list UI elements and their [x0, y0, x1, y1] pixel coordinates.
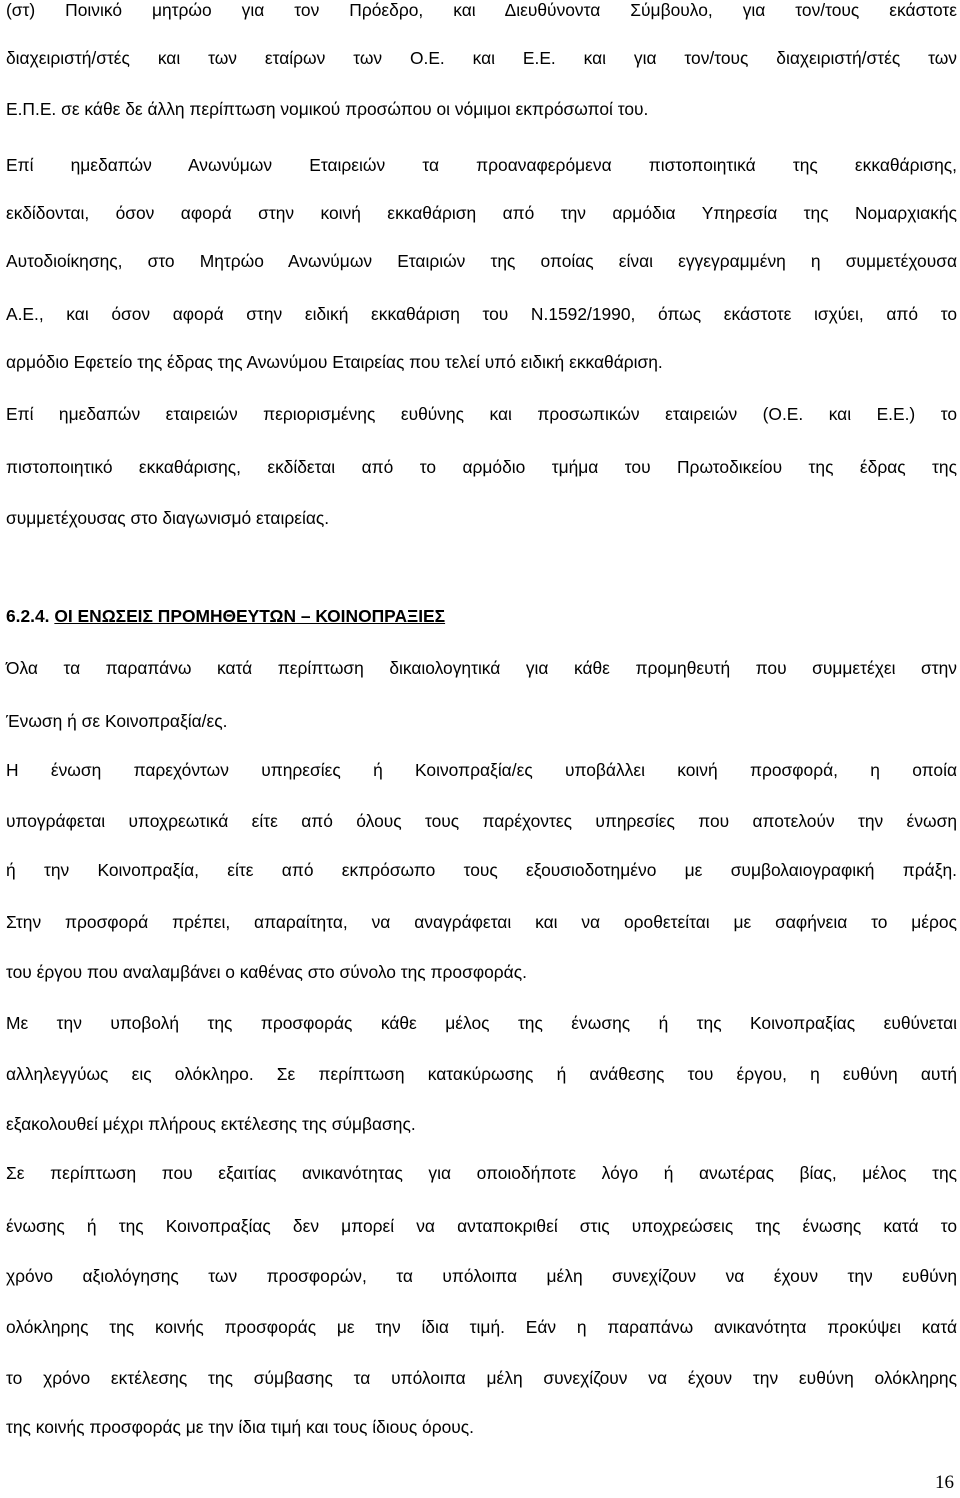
text-line: Η ένωση παρεχόντων υπηρεσίες ή Κοινοπραξία/ες υποβάλλει κοινή προσφορά, η οποία — [6, 760, 957, 780]
text-line: Επί ημεδαπών εταιρειών περιορισμένης ευθύνης και προσωπικών εταιρειών (Ο.Ε. και Ε.Ε.) το — [6, 404, 957, 424]
section-heading — [6, 605, 957, 627]
text-line: Στην προσφορά πρέπει, απαραίτητα, να αναγράφεται και να οροθετείται με σαφήνεια το μέρος — [6, 912, 957, 932]
text-line: εκδίδονται, όσον αφορά στην κοινή εκκαθάριση από την αρμόδια Υπηρεσία της Νομαρχιακής — [6, 203, 957, 223]
text-line: εξακολουθεί μέχρι πλήρους εκτέλεσης της σύμβασης. — [6, 1114, 416, 1134]
text-line: διαχειριστή/στές και των εταίρων των Ο.Ε. και Ε.Ε. και για τον/τους διαχειριστή/στές των — [6, 48, 957, 68]
text-line: χρόνο αξιολόγησης των προσφορών, τα υπόλοιπα μέλη συνεχίζουν να έχουν την ευθύνη — [6, 1266, 957, 1286]
text-line: Επί ημεδαπών Ανωνύμων Εταιρειών τα προαναφερόμενα πιστοποιητικά της εκκαθάρισης, — [6, 155, 957, 175]
text-line: ένωσης ή της Κοινοπραξίας δεν μπορεί να ανταποκριθεί στις υποχρεώσεις της ένωσης κατά το — [6, 1216, 957, 1236]
text-line: υπογράφεται υποχρεωτικά είτε από όλους τους παρέχοντες υπηρεσίες που αποτελούν την ένωση — [6, 811, 957, 831]
text-line: Όλα τα παραπάνω κατά περίπτωση δικαιολογητικά για κάθε προμηθευτή που συμμετέχει στην — [6, 658, 957, 678]
text-line: συμμετέχουσας στο διαγωνισμό εταιρείας. — [6, 508, 330, 528]
page-number: 16 — [935, 1472, 954, 1493]
section-number: 6.2.4. — [6, 606, 50, 626]
text-line: αλληλεγγύως εις ολόκληρο. Σε περίπτωση κατακύρωσης ή ανάθεσης του έργου, η ευθύνη αυτή — [6, 1064, 957, 1084]
text-line: του έργου που αναλαμβάνει ο καθένας στο σύνολο της προσφοράς. — [6, 962, 527, 982]
text-line: Ένωση ή σε Κοινοπραξία/ες. — [6, 711, 228, 731]
text-line: Α.Ε., και όσον αφορά στην ειδική εκκαθάριση του Ν.1592/1990, όπως εκάστοτε ισχύει, από το — [6, 304, 957, 324]
text-line: ή την Κοινοπραξία, είτε από εκπρόσωπο τους εξουσιοδοτημένο με συμβολαιογραφική πράξη. — [6, 860, 957, 880]
text-line: το χρόνο εκτέλεσης της σύμβασης τα υπόλοιπα μέλη συνεχίζουν να έχουν την ευθύνη ολόκληρης — [6, 1368, 957, 1388]
text-line: πιστοποιητικό εκκαθάρισης, εκδίδεται από το αρμόδιο τμήμα του Πρωτοδικείου της έδρας της — [6, 457, 957, 477]
text-line: Αυτοδιοίκησης, στο Μητρώο Ανωνύμων Εταιριών της οποίας είναι εγγεγραμμένη η συμμετέχουσα — [6, 251, 957, 271]
text-line: ολόκληρης της κοινής προσφοράς με την ίδια τιμή. Εάν η παραπάνω ανικανότητα προκύψει κατά — [6, 1317, 957, 1337]
text-line: αρμόδιο Εφετείο της έδρας της Ανωνύμου Εταιρείας που τελεί υπό ειδική εκκαθάριση. — [6, 352, 663, 372]
section-title: ΟΙ ΕΝΩΣΕΙΣ ΠΡΟΜΗΘΕΥΤΩΝ – ΚΟΙΝΟΠΡΑΞΙΕΣ — [54, 606, 446, 626]
text-line: Ε.Π.Ε. σε κάθε δε άλλη περίπτωση νομικού προσώπου οι νόμιμοι εκπρόσωποί του. — [6, 99, 649, 119]
text-line: (στ) Ποινικό μητρώο για τον Πρόεδρο, και Διευθύνοντα Σύμβουλο, για τον/τους εκάστοτε — [6, 0, 957, 20]
text-line: Με την υποβολή της προσφοράς κάθε μέλος της ένωσης ή της Κοινοπραξίας ευθύνεται — [6, 1013, 957, 1033]
text-line: της κοινής προσφοράς με την ίδια τιμή και τους ίδιους όρους. — [6, 1417, 474, 1437]
text-line: Σε περίπτωση που εξαιτίας ανικανότητας για οποιοδήποτε λόγο ή ανωτέρας βίας, μέλος της — [6, 1163, 957, 1183]
